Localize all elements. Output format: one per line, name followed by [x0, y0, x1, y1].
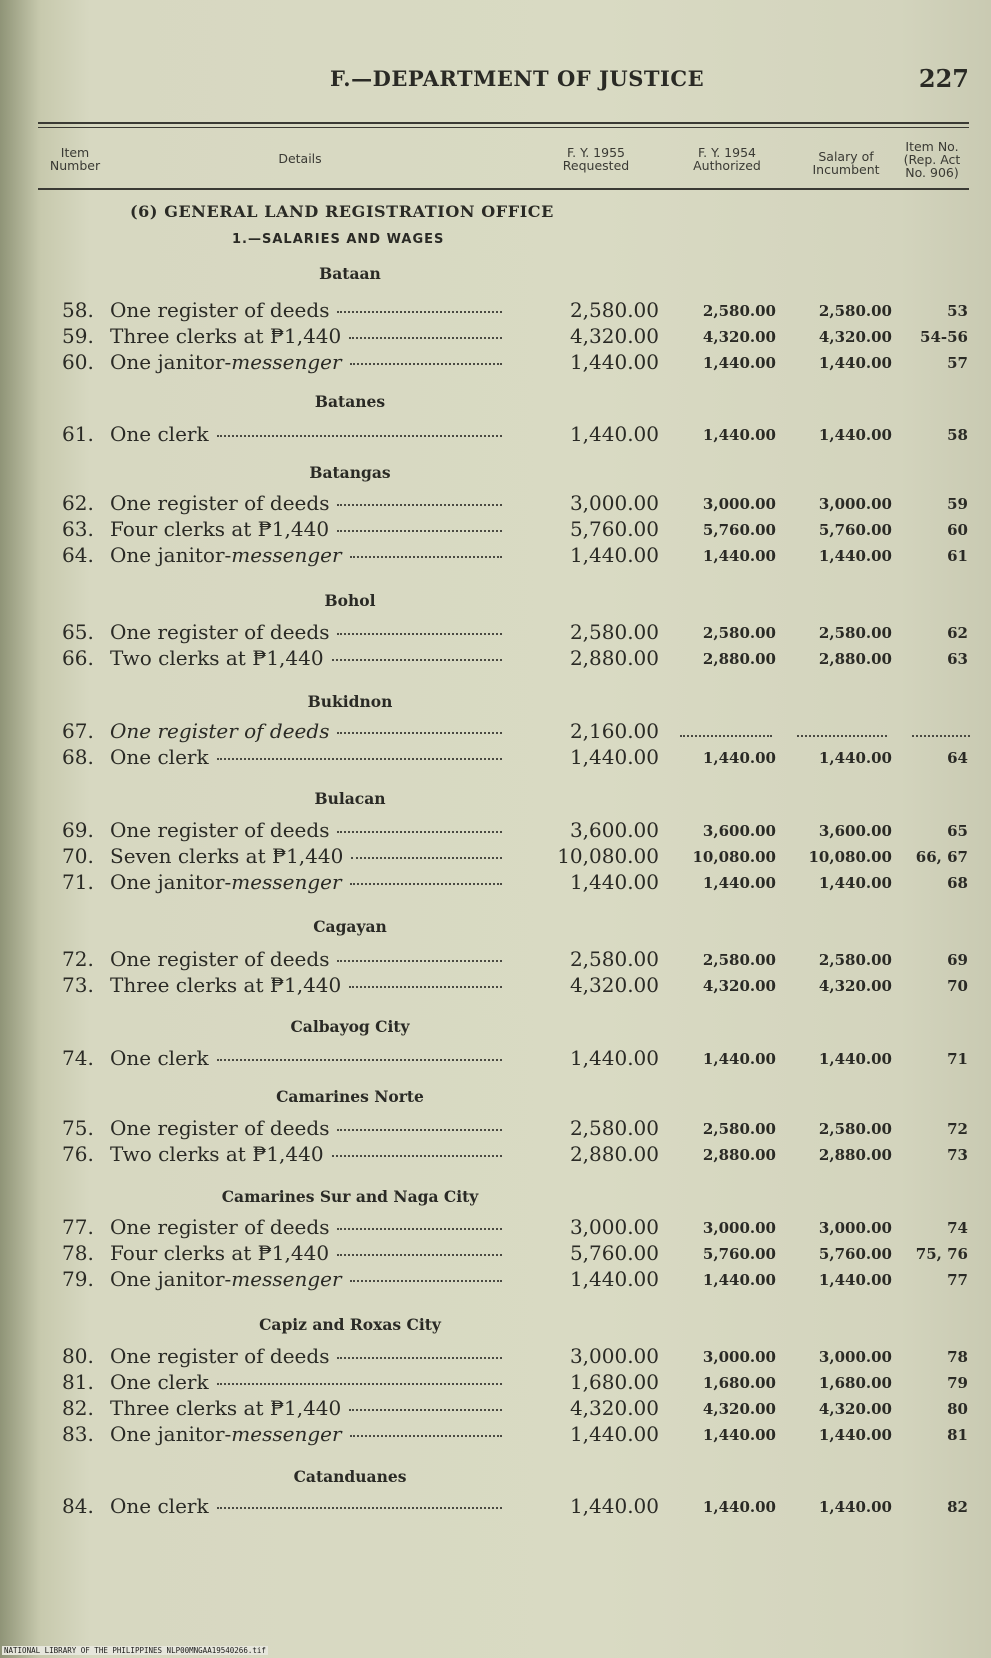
fy1955-requested: 4,320.00 — [569, 1396, 659, 1420]
page-title: F.—DEPARTMENT OF JUSTICE — [330, 66, 705, 91]
group-heading: Batangas — [309, 463, 391, 482]
section-title: (6) GENERAL LAND REGISTRATION OFFICE — [130, 202, 554, 221]
dot-leader — [350, 883, 502, 885]
fy1955-requested: 2,880.00 — [569, 1142, 659, 1166]
item-details — [110, 324, 502, 348]
fy1954-authorized: 2,880.00 — [702, 1146, 776, 1164]
details-text-italic: One register of deeds — [110, 719, 330, 743]
table-row — [0, 422, 991, 448]
fy1955-requested: 1,440.00 — [569, 1422, 659, 1446]
dot-leader — [337, 633, 502, 635]
item-no-rep-act: 73 — [947, 1146, 968, 1164]
dot-leader — [217, 1059, 502, 1061]
table-row — [0, 1046, 991, 1072]
table-row — [0, 818, 991, 844]
details-text-italic: messenger — [231, 870, 342, 894]
item-no-rep-act: 75, 76 — [915, 1245, 968, 1263]
group-heading: Bataan — [319, 264, 381, 283]
salary-of-incumbent: 2,880.00 — [818, 1146, 892, 1164]
header-rule-top — [38, 122, 969, 124]
group-heading: Camarines Sur and Naga City — [221, 1187, 479, 1206]
details-text: One register of deeds — [110, 298, 330, 322]
fy1955-requested: 10,080.00 — [557, 844, 659, 868]
salary-of-incumbent: 3,600.00 — [818, 822, 892, 840]
salary-of-incumbent: 4,320.00 — [818, 328, 892, 346]
item-number: 68. — [62, 745, 94, 769]
table-row — [0, 947, 991, 973]
item-number: 75. — [62, 1116, 94, 1140]
dot-leader — [337, 530, 502, 532]
salary-of-incumbent: 1,440.00 — [818, 749, 892, 767]
fy1955-requested: 2,880.00 — [569, 646, 659, 670]
salary-of-incumbent: 2,580.00 — [818, 624, 892, 642]
fy1954-authorized: 3,600.00 — [702, 822, 776, 840]
item-number: 74. — [62, 1046, 94, 1070]
fy1954-authorized: 2,580.00 — [702, 1120, 776, 1138]
salary-of-incumbent: 5,760.00 — [818, 1245, 892, 1263]
group-heading: Camarines Norte — [276, 1087, 424, 1106]
salary-of-incumbent: 5,760.00 — [818, 521, 892, 539]
details-text: Three clerks at ₱1,440 — [110, 324, 342, 348]
details-text: One janitor- — [110, 1267, 232, 1291]
table-row — [0, 350, 991, 376]
item-number: 65. — [62, 620, 94, 644]
fy1955-requested: 1,440.00 — [569, 745, 659, 769]
details-text: One clerk — [110, 1370, 209, 1394]
item-no-rep-act: 61 — [947, 547, 968, 565]
item-no-rep-act: 71 — [947, 1050, 968, 1068]
fy1955-requested: 3,000.00 — [569, 491, 659, 515]
details-text: One janitor- — [110, 1422, 232, 1446]
salary-of-incumbent: 1,440.00 — [818, 426, 892, 444]
item-details — [110, 543, 502, 567]
details-text: One clerk — [110, 1494, 209, 1518]
item-details — [110, 844, 502, 868]
item-details — [110, 1142, 502, 1166]
table-row — [0, 1267, 991, 1293]
fy1955-requested: 2,580.00 — [569, 1116, 659, 1140]
item-no-rep-act: 58 — [947, 426, 968, 444]
dot-leader — [350, 1280, 502, 1282]
table-row — [0, 1215, 991, 1241]
details-text-italic: messenger — [231, 350, 342, 374]
details-text: One register of deeds — [110, 1215, 330, 1239]
page-header — [0, 66, 991, 106]
dot-leader — [337, 1228, 502, 1230]
fy1955-requested: 4,320.00 — [569, 973, 659, 997]
details-text: Two clerks at ₱1,440 — [110, 646, 324, 670]
fy1955-requested: 1,440.00 — [569, 422, 659, 446]
item-no-rep-act: 81 — [947, 1426, 968, 1444]
table-row — [0, 1422, 991, 1448]
item-no-rep-act: 72 — [947, 1120, 968, 1138]
details-text: One register of deeds — [110, 947, 330, 971]
header-rule-bottom — [38, 188, 969, 190]
fy1955-requested: 3,000.00 — [569, 1344, 659, 1368]
salary-of-incumbent: 3,000.00 — [818, 495, 892, 513]
details-text: One janitor- — [110, 350, 232, 374]
dot-leader — [337, 1129, 502, 1131]
item-no-rep-act: 53 — [947, 302, 968, 320]
salary-of-incumbent: 1,680.00 — [818, 1374, 892, 1392]
table-row — [0, 745, 991, 771]
item-number: 83. — [62, 1422, 94, 1446]
fy1955-requested: 4,320.00 — [569, 324, 659, 348]
item-no-rep-act: 79 — [947, 1374, 968, 1392]
item-no-rep-act-blank — [912, 735, 970, 737]
salary-of-incumbent: 1,440.00 — [818, 547, 892, 565]
fy1954-authorized: 4,320.00 — [702, 977, 776, 995]
fy1954-authorized: 5,760.00 — [702, 521, 776, 539]
item-number: 73. — [62, 973, 94, 997]
salary-of-incumbent: 1,440.00 — [818, 1271, 892, 1289]
details-text: One clerk — [110, 422, 209, 446]
dot-leader — [337, 831, 502, 833]
item-number: 69. — [62, 818, 94, 842]
table-row — [0, 1494, 991, 1520]
group-heading: Batanes — [314, 392, 386, 411]
table-row — [0, 973, 991, 999]
dot-leader — [349, 1409, 502, 1411]
dot-leader — [349, 986, 502, 988]
item-number: 81. — [62, 1370, 94, 1394]
fy1954-authorized: 3,000.00 — [702, 1348, 776, 1366]
item-details — [110, 517, 502, 541]
item-number: 62. — [62, 491, 94, 515]
item-no-rep-act: 80 — [947, 1400, 968, 1418]
item-no-rep-act: 54-56 — [920, 328, 968, 346]
library-stamp: NATIONAL LIBRARY OF THE PHILIPPINES NLP00MNGAA19540266.tif — [4, 1646, 266, 1655]
fy1954-authorized: 1,440.00 — [702, 1050, 776, 1068]
details-text-italic: messenger — [231, 543, 342, 567]
fy1954-authorized: 5,760.00 — [702, 1245, 776, 1263]
item-number: 66. — [62, 646, 94, 670]
item-number: 58. — [62, 298, 94, 322]
item-details — [110, 1422, 502, 1446]
item-no-rep-act: 57 — [947, 354, 968, 372]
column-header-fy1954: F. Y. 1954 Authorized — [693, 145, 761, 173]
item-details — [110, 422, 502, 446]
dot-leader — [217, 435, 502, 437]
fy1955-requested: 1,440.00 — [569, 543, 659, 567]
column-header-item-number: Item Number — [49, 145, 101, 173]
details-text: Three clerks at ₱1,440 — [110, 973, 342, 997]
fy1954-authorized: 2,580.00 — [702, 302, 776, 320]
details-text: One clerk — [110, 745, 209, 769]
dot-leader — [351, 857, 502, 859]
salary-of-incumbent: 10,080.00 — [808, 848, 892, 866]
item-details — [110, 719, 502, 743]
fy1955-requested: 3,600.00 — [569, 818, 659, 842]
item-number: 72. — [62, 947, 94, 971]
fy1954-authorized: 2,580.00 — [702, 951, 776, 969]
fy1954-authorized: 1,440.00 — [702, 1271, 776, 1289]
fy1954-authorized: 1,440.00 — [702, 547, 776, 565]
item-number: 70. — [62, 844, 94, 868]
group-heading: Cagayan — [313, 917, 387, 936]
item-details — [110, 1241, 502, 1265]
item-details — [110, 1396, 502, 1420]
fy1955-requested: 2,160.00 — [569, 719, 659, 743]
item-number: 77. — [62, 1215, 94, 1239]
fy1954-authorized: 1,440.00 — [702, 1426, 776, 1444]
details-text: Two clerks at ₱1,440 — [110, 1142, 324, 1166]
item-details — [110, 870, 502, 894]
fy1954-authorized: 2,580.00 — [702, 624, 776, 642]
item-number: 63. — [62, 517, 94, 541]
item-number: 84. — [62, 1494, 94, 1518]
dot-leader — [337, 1254, 502, 1256]
salary-of-incumbent: 2,580.00 — [818, 1120, 892, 1138]
table-row — [0, 517, 991, 543]
item-no-rep-act: 70 — [947, 977, 968, 995]
item-no-rep-act: 63 — [947, 650, 968, 668]
fy1954-authorized: 1,440.00 — [702, 1498, 776, 1516]
salary-of-incumbent: 3,000.00 — [818, 1348, 892, 1366]
table-row — [0, 1344, 991, 1370]
item-number: 60. — [62, 350, 94, 374]
table-row — [0, 543, 991, 569]
item-details — [110, 646, 502, 670]
dot-leader — [337, 960, 502, 962]
column-header-salary: Salary of Incumbent — [812, 149, 880, 177]
fy1955-requested: 1,440.00 — [569, 1046, 659, 1070]
item-number: 79. — [62, 1267, 94, 1291]
column-header-details: Details — [278, 151, 322, 166]
column-header-item-no: Item No. (Rep. Act No. 906) — [903, 139, 961, 180]
fy1954-authorized: 4,320.00 — [702, 1400, 776, 1418]
fy1955-requested: 1,680.00 — [569, 1370, 659, 1394]
fy1955-requested: 2,580.00 — [569, 298, 659, 322]
group-heading: Bulacan — [314, 789, 386, 808]
fy1955-requested: 1,440.00 — [569, 350, 659, 374]
fy1954-authorized: 1,440.00 — [702, 426, 776, 444]
salary-of-incumbent: 3,000.00 — [818, 1219, 892, 1237]
item-details — [110, 818, 502, 842]
item-details — [110, 745, 502, 769]
item-details — [110, 1267, 502, 1291]
details-text: One clerk — [110, 1046, 209, 1070]
item-details — [110, 1215, 502, 1239]
salary-of-incumbent: 1,440.00 — [818, 1498, 892, 1516]
item-no-rep-act: 82 — [947, 1498, 968, 1516]
item-no-rep-act: 62 — [947, 624, 968, 642]
details-text-italic: messenger — [231, 1267, 342, 1291]
dot-leader — [350, 363, 502, 365]
fy1954-authorized: 4,320.00 — [702, 328, 776, 346]
group-heading: Bukidnon — [307, 692, 393, 711]
item-number: 76. — [62, 1142, 94, 1166]
item-no-rep-act: 69 — [947, 951, 968, 969]
fy1955-requested: 3,000.00 — [569, 1215, 659, 1239]
table-row — [0, 620, 991, 646]
item-number: 80. — [62, 1344, 94, 1368]
item-details — [110, 973, 502, 997]
salary-of-incumbent: 4,320.00 — [818, 1400, 892, 1418]
salary-of-incumbent: 4,320.00 — [818, 977, 892, 995]
fy1954-authorized: 3,000.00 — [702, 1219, 776, 1237]
salary-of-incumbent: 1,440.00 — [818, 354, 892, 372]
details-text: One register of deeds — [110, 818, 330, 842]
details-text: Four clerks at ₱1,440 — [110, 517, 330, 541]
table-row — [0, 1370, 991, 1396]
dot-leader — [337, 732, 502, 734]
item-number: 59. — [62, 324, 94, 348]
subsection-title: 1.—SALARIES AND WAGES — [232, 232, 445, 247]
item-details — [110, 298, 502, 322]
group-heading: Capiz and Roxas City — [259, 1315, 441, 1334]
dot-leader — [217, 1507, 502, 1509]
item-details — [110, 1116, 502, 1140]
table-row — [0, 646, 991, 672]
item-no-rep-act: 78 — [947, 1348, 968, 1366]
details-text: One register of deeds — [110, 620, 330, 644]
salary-of-incumbent-blank — [797, 735, 887, 737]
item-details — [110, 491, 502, 515]
fy1955-requested: 2,580.00 — [569, 620, 659, 644]
item-number: 78. — [62, 1241, 94, 1265]
table-row — [0, 324, 991, 350]
item-number: 71. — [62, 870, 94, 894]
fy1955-requested: 1,440.00 — [569, 1494, 659, 1518]
page-number: 227 — [918, 64, 969, 93]
table-row — [0, 719, 991, 745]
item-details — [110, 1370, 502, 1394]
salary-of-incumbent: 2,580.00 — [818, 951, 892, 969]
table-row — [0, 1396, 991, 1422]
table-row — [0, 1241, 991, 1267]
item-details — [110, 947, 502, 971]
details-text: Seven clerks at ₱1,440 — [110, 844, 344, 868]
details-text: Four clerks at ₱1,440 — [110, 1241, 330, 1265]
table-row — [0, 1142, 991, 1168]
dot-leader — [350, 1435, 502, 1437]
item-no-rep-act: 77 — [947, 1271, 968, 1289]
fy1954-authorized: 3,000.00 — [702, 495, 776, 513]
table-row — [0, 870, 991, 896]
item-no-rep-act: 59 — [947, 495, 968, 513]
item-details — [110, 620, 502, 644]
item-no-rep-act: 64 — [947, 749, 968, 767]
fy1954-authorized: 1,440.00 — [702, 749, 776, 767]
item-details — [110, 1046, 502, 1070]
fy1955-requested: 1,440.00 — [569, 1267, 659, 1291]
fy1954-authorized: 1,440.00 — [702, 354, 776, 372]
details-text: Three clerks at ₱1,440 — [110, 1396, 342, 1420]
group-heading: Calbayog City — [290, 1017, 410, 1036]
details-text: One janitor- — [110, 870, 232, 894]
group-heading: Catanduanes — [293, 1467, 407, 1486]
item-no-rep-act: 65 — [947, 822, 968, 840]
fy1955-requested: 1,440.00 — [569, 870, 659, 894]
salary-of-incumbent: 1,440.00 — [818, 874, 892, 892]
item-number: 64. — [62, 543, 94, 567]
item-details — [110, 1494, 502, 1518]
fy1954-authorized: 1,680.00 — [702, 1374, 776, 1392]
dot-leader — [217, 758, 502, 760]
salary-of-incumbent: 1,440.00 — [818, 1426, 892, 1444]
fy1954-authorized: 1,440.00 — [702, 874, 776, 892]
column-header-fy1955: F. Y. 1955 Requested — [562, 145, 630, 173]
table-row — [0, 1116, 991, 1142]
dot-leader — [349, 337, 502, 339]
fy1955-requested: 5,760.00 — [569, 1241, 659, 1265]
details-text: One register of deeds — [110, 491, 330, 515]
dot-leader — [337, 311, 502, 313]
item-details — [110, 1344, 502, 1368]
salary-of-incumbent: 2,880.00 — [818, 650, 892, 668]
group-heading: Bohol — [324, 591, 376, 610]
details-text: One register of deeds — [110, 1116, 330, 1140]
salary-of-incumbent: 1,440.00 — [818, 1050, 892, 1068]
dot-leader — [337, 1357, 502, 1359]
item-no-rep-act: 60 — [947, 521, 968, 539]
fy1954-authorized: 2,880.00 — [702, 650, 776, 668]
fy1954-authorized-blank — [680, 735, 772, 737]
item-no-rep-act: 74 — [947, 1219, 968, 1237]
salary-of-incumbent: 2,580.00 — [818, 302, 892, 320]
dot-leader — [217, 1383, 502, 1385]
item-number: 61. — [62, 422, 94, 446]
table-row — [0, 298, 991, 324]
fy1955-requested: 2,580.00 — [569, 947, 659, 971]
table-row — [0, 491, 991, 517]
dot-leader — [350, 556, 502, 558]
item-no-rep-act: 66, 67 — [915, 848, 968, 866]
dot-leader — [332, 659, 502, 661]
item-number: 67. — [62, 719, 94, 743]
fy1955-requested: 5,760.00 — [569, 517, 659, 541]
dot-leader — [332, 1155, 502, 1157]
fy1954-authorized: 10,080.00 — [692, 848, 776, 866]
details-text: One register of deeds — [110, 1344, 330, 1368]
table-row — [0, 844, 991, 870]
header-rule-top-thin — [38, 127, 969, 128]
details-text-italic: messenger — [231, 1422, 342, 1446]
item-no-rep-act: 68 — [947, 874, 968, 892]
details-text: One janitor- — [110, 543, 232, 567]
item-details — [110, 350, 502, 374]
item-number: 82. — [62, 1396, 94, 1420]
dot-leader — [337, 504, 502, 506]
